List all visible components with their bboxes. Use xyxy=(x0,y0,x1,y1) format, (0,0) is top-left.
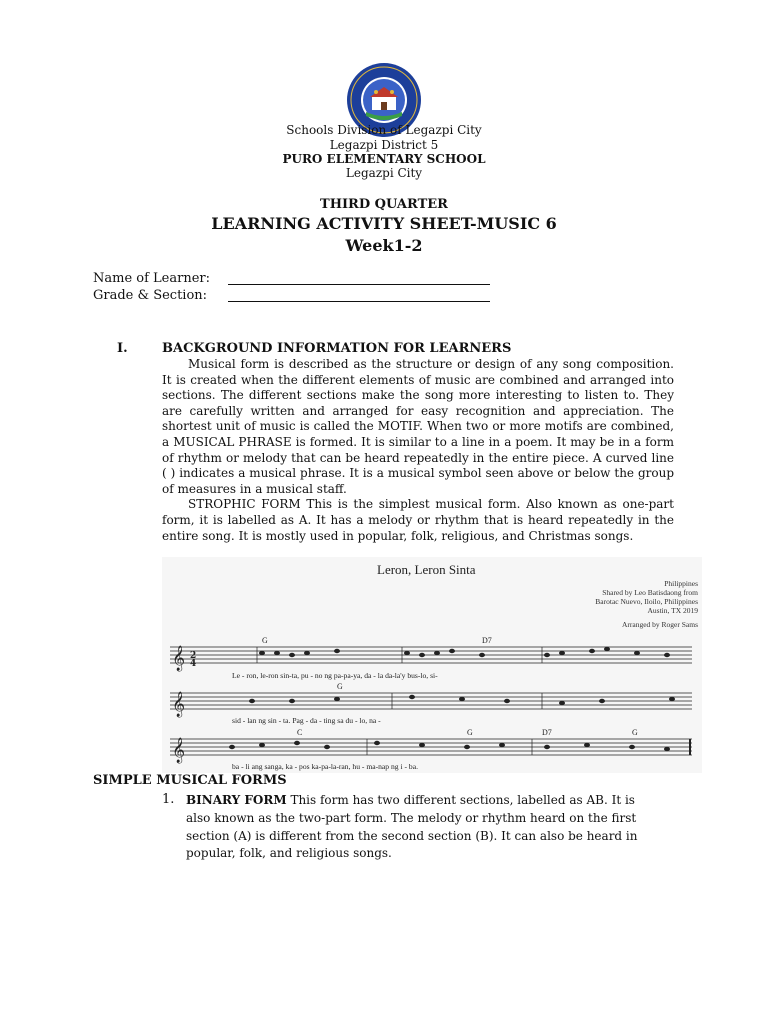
district-name: Legazpi District 5 xyxy=(329,138,439,152)
time-signature: 2 xyxy=(190,651,197,661)
song-arranger: Arranged by Roger Sams xyxy=(621,620,698,629)
song-credit-line: Austin, TX 2019 xyxy=(647,606,698,615)
chord-label: D7 xyxy=(542,728,552,737)
grade-section-blank[interactable] xyxy=(228,301,490,302)
treble-clef-icon: 𝄞 xyxy=(172,738,186,763)
time-signature: 4 xyxy=(190,659,197,669)
city-name: Legazpi City xyxy=(345,166,423,180)
school-name: PURO ELEMENTARY SCHOOL xyxy=(282,152,486,166)
chord-label: G xyxy=(337,682,343,691)
chord-label: G xyxy=(632,728,638,737)
lyrics-line-2: sid - lan ng sin - ta. Pag - da - ting sa du - lo, na - xyxy=(232,716,381,725)
division-name: Schools Division of Legazpi City xyxy=(286,123,482,137)
week-title: Week1-2 xyxy=(345,236,423,255)
quarter-title: THIRD QUARTER xyxy=(320,197,448,212)
song-title: Leron, Leron Sinta xyxy=(377,562,476,577)
binary-form-term: BINARY FORM xyxy=(186,793,287,807)
learner-name-blank[interactable] xyxy=(228,284,490,285)
section-number: I. xyxy=(117,341,128,356)
lyrics-line-3: ba - li ang sanga, ka - pos ka-pa-la-ran, hu - ma-nap ng i - ba. xyxy=(232,762,418,771)
grade-section-field[interactable] xyxy=(93,288,207,304)
binary-form-item xyxy=(186,792,658,863)
section-heading: BACKGROUND INFORMATION FOR LEARNERS xyxy=(162,341,512,356)
background-paragraph xyxy=(162,357,674,544)
treble-clef-icon: 𝄞 xyxy=(172,646,186,671)
lyrics-line-1: Le - ron, le-ron sin-ta, pu - no ng pa-pa-ya, da - la da-la'y bus-lo, si- xyxy=(232,671,438,680)
strophic-form-paragraph: STROPHIC FORM This is the simplest musical form. Also known as one-part form, it is labelled as A. It has a melody or rhythm that is heard repeatedly in the entire song. It is mostly used in popular, folk, religious, and Christmas songs. xyxy=(162,497,674,543)
treble-clef-icon: 𝄞 xyxy=(172,692,186,717)
learner-name-field[interactable] xyxy=(93,271,210,287)
item-number: 1. xyxy=(162,792,175,807)
sheet-music-image xyxy=(162,557,702,773)
chord-label: G xyxy=(262,636,268,645)
chord-label: D7 xyxy=(482,636,492,645)
learner-name-label: Name of Learner: xyxy=(93,271,210,286)
grade-section-label: Grade & Section: xyxy=(93,288,208,303)
chord-label: C xyxy=(297,728,303,737)
simple-forms-heading: SIMPLE MUSICAL FORMS xyxy=(93,773,287,788)
song-credit-line: Shared by Leo Batisdaong from xyxy=(602,588,698,597)
song-credit-line: Barotac Nuevo, Iloilo, Philippines xyxy=(595,597,698,606)
musical-form-paragraph: Musical form is described as the structure or design of any song composition. It is created when the different elements of music are combined and arranged into sections. The different sections make the song more interesting to listen to. They are carefully written and arranged for easy recognition and appreciation. The shortest unit of music is called the MOTIF. When two or more motifs are combined, a MUSICAL PHRASE is formed. It is similar to a line in a poem. It may be in a form of rhythm or melody that can be heard repeatedly in the entire piece. A curved line ( ) indicates a musical phrase. It is a musical symbol seen above or below the group of measures in a musical staff. xyxy=(162,357,674,496)
chord-label: G xyxy=(467,728,473,737)
binary-form-text: This form has two different sections, labelled as AB. It is also known as the two-part form. The melody or rhythm heard on the first section (A) is different from the second section (B). It can also be heard in popular, folk, and religious songs. xyxy=(186,793,638,861)
song-credit-line: Philippines xyxy=(664,579,698,588)
sheet-title: LEARNING ACTIVITY SHEET-MUSIC 6 xyxy=(211,214,557,233)
